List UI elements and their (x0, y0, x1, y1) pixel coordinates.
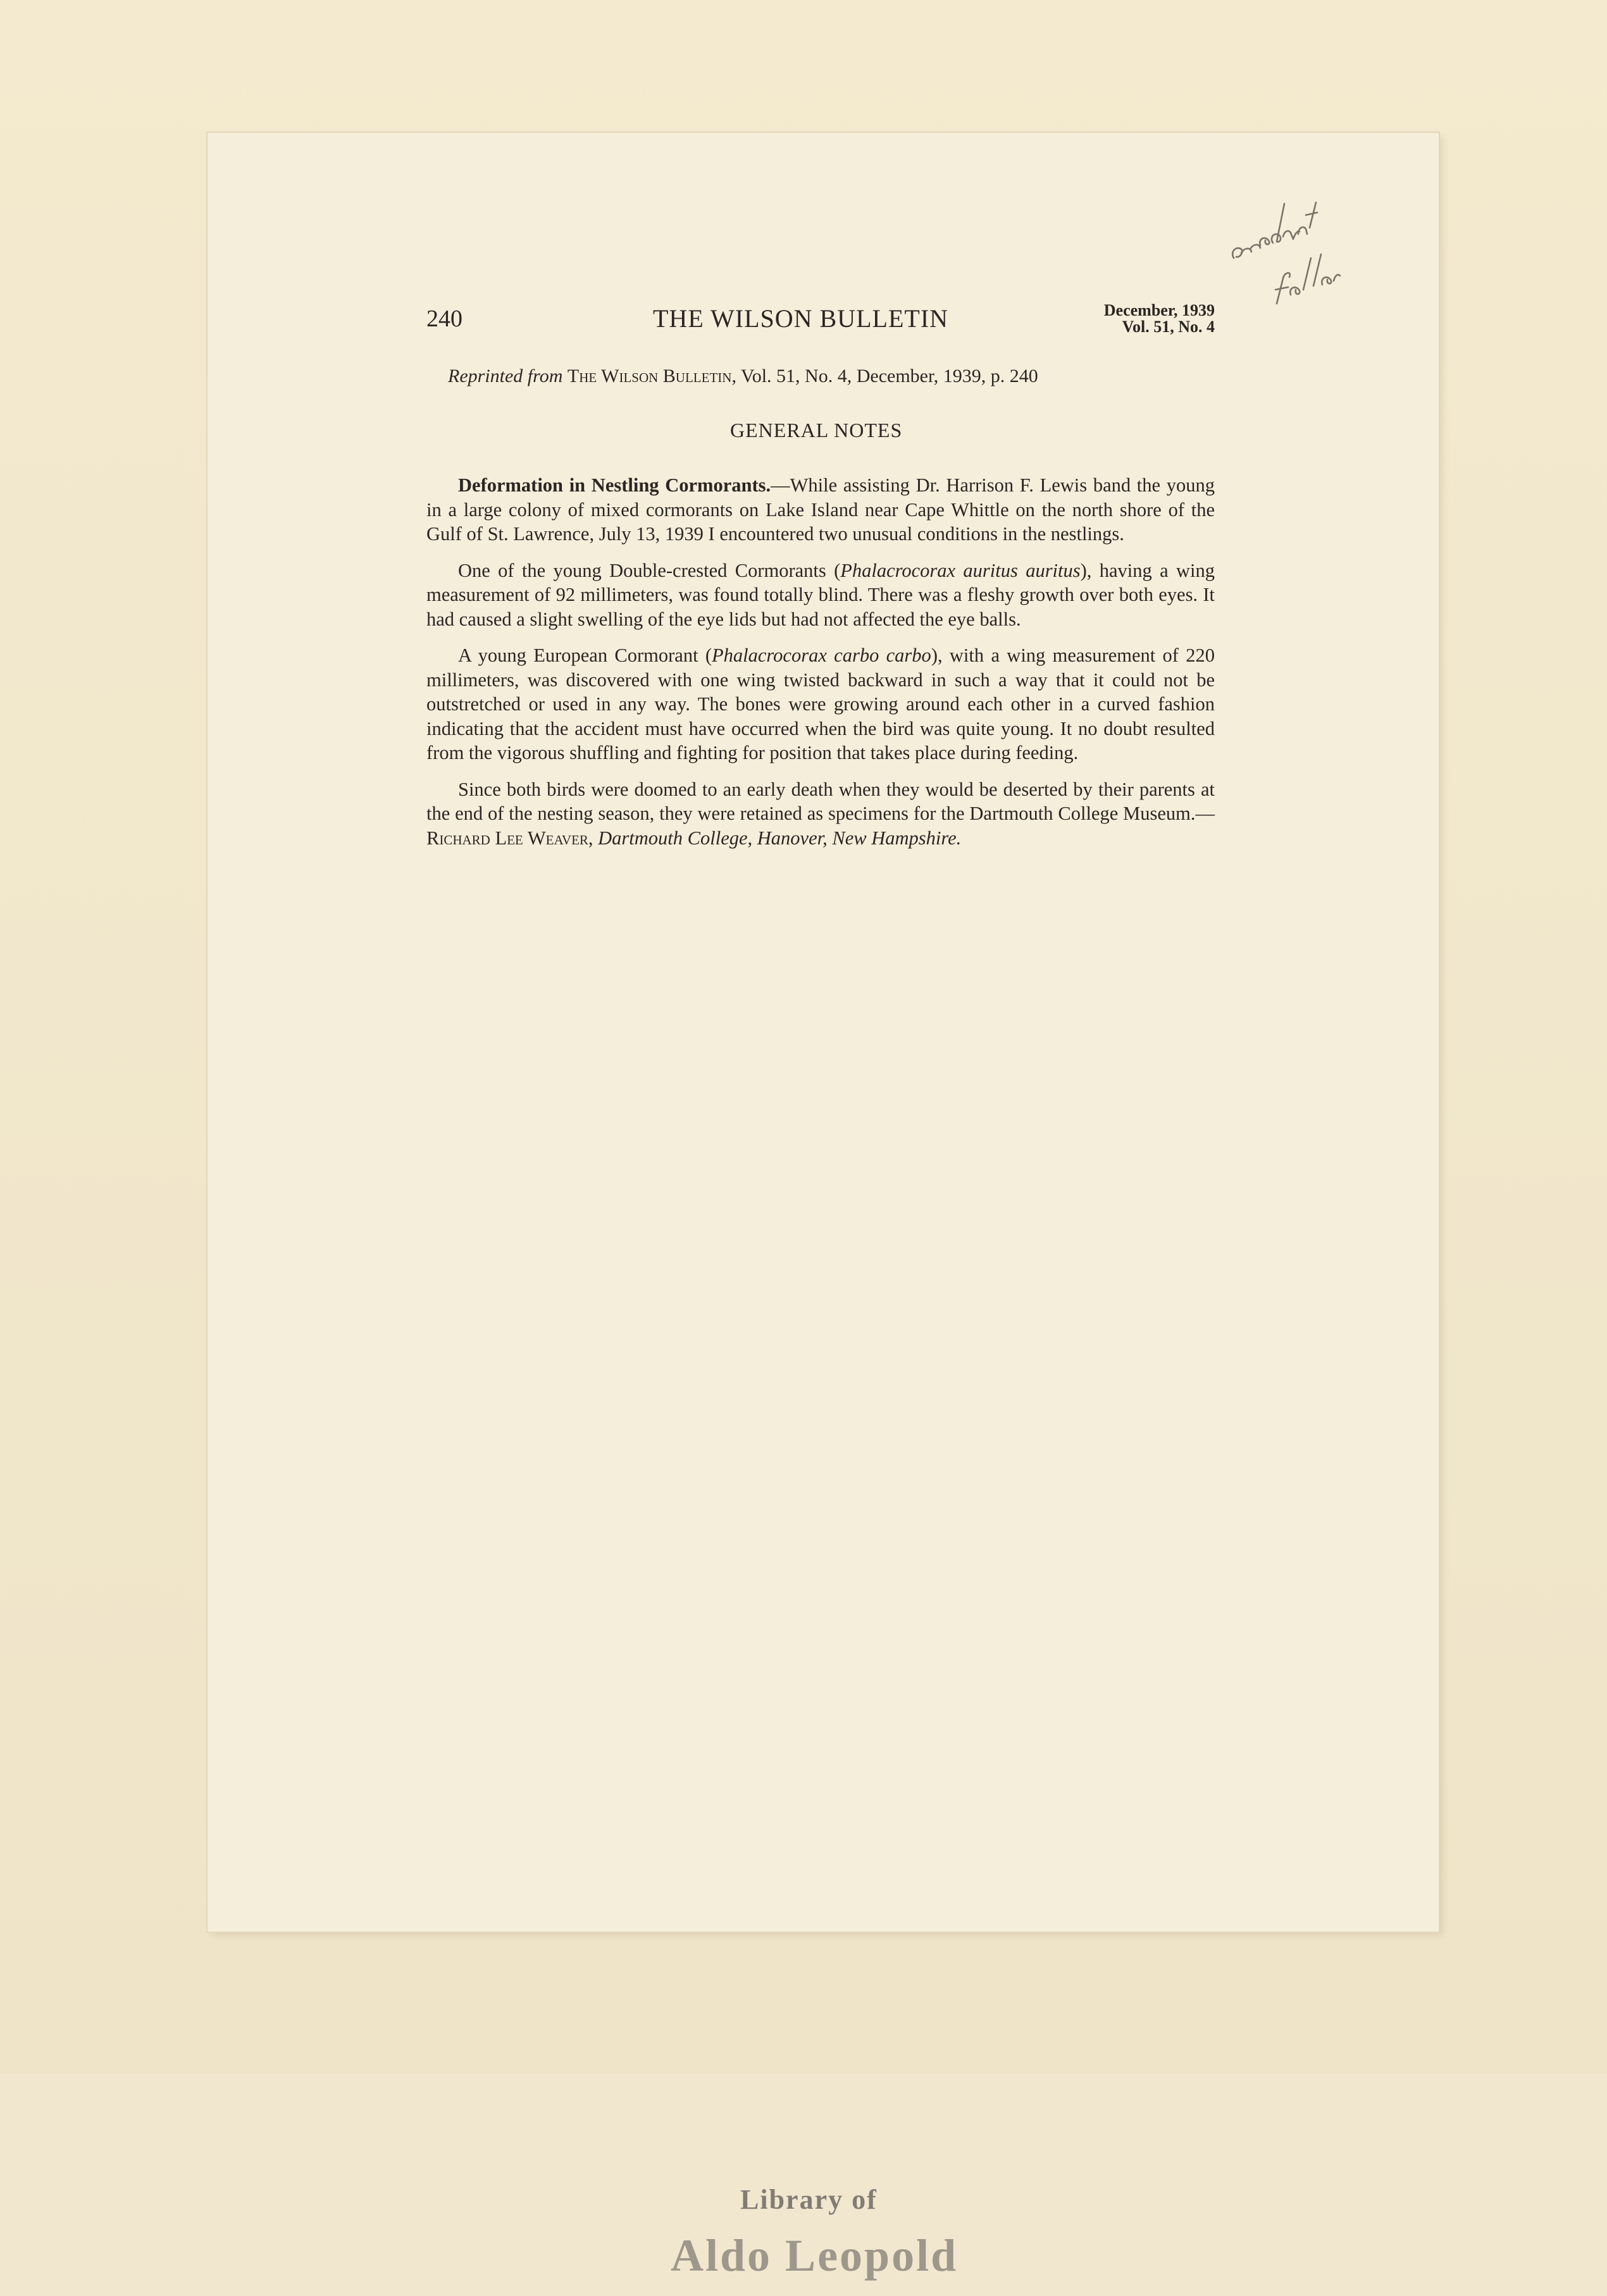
paragraph-1 (426, 473, 1215, 546)
species-name: Phalacrocorax auritus auritus (840, 559, 1081, 581)
author-affiliation: Dartmouth College, Hanover, New Hampshire. (598, 827, 962, 849)
paragraph-2 (426, 559, 1215, 632)
svg-text:Aldo Leopold: Aldo Leopold (671, 2230, 959, 2281)
issue-date: December, 1939 (1103, 301, 1215, 319)
issue-volume: Vol. 51, No. 4 (1122, 318, 1215, 336)
running-head (426, 301, 1215, 349)
article-title: Deformation in Nestling Cormorants. (458, 474, 771, 496)
reprint-prefix: Reprinted from (448, 366, 563, 386)
paragraph-2-text-a: One of the young Double-crested Cormorants ( (458, 559, 841, 581)
issue-info (1104, 302, 1215, 335)
paragraph-3-text-a: A young European Cormorant ( (458, 645, 712, 666)
page-number: 240 (426, 306, 462, 332)
handwritten-note (1227, 183, 1392, 310)
svg-text:Library of: Library of (740, 2184, 878, 2215)
section-title: GENERAL NOTES (730, 419, 903, 441)
library-stamp (652, 2169, 981, 2296)
species-name: Phalacrocorax carbo carbo (712, 645, 931, 666)
paragraph-3 (426, 643, 1215, 765)
paragraph-2-text-b: ), having a wing measurement of 92 millimeters, was found totally blind. There was a fleshy growth over both eyes. It had caused a slight swelling of the eye lids but had not affected the eye balls. (426, 559, 1215, 630)
author-separator: , (588, 827, 599, 849)
author-name: Richard Lee Weaver (426, 827, 588, 849)
reprint-sheet (208, 133, 1439, 1932)
paragraph-1-text: —While assisting Dr. Harrison F. Lewis band the young in a large colony of mixed cormorants on Lake Island near Cape Whittle on the north shore of the Gulf of St. Lawrence, July 13, 1939 I encountered two unusual conditions in the nestlings. (426, 474, 1215, 545)
journal-title: THE WILSON BULLETIN (653, 304, 949, 333)
reprint-citation: , Vol. 51, No. 4, December, 1939, p. 240 (731, 366, 1038, 386)
paragraph-4-text: Since both birds were doomed to an early death when they would be deserted by their parents at the end of the nesting season, they were retained as specimens for the Dartmouth College Museum.— (426, 778, 1215, 824)
paragraph-3-text-b: ), with a wing measurement of 220 millimeters, was discovered with one wing twisted backward in such a way that it could not be outstretched or used in any way. The bones were growing around each other in a curved fashion indicating that the accident must have occurred when the bird was quite young. It no doubt resulted from the vigorous shuffling and fighting for position that takes place during feeding. (426, 645, 1215, 763)
article-body (426, 473, 1215, 862)
paragraph-4 (426, 777, 1215, 851)
reprint-line (448, 366, 1194, 387)
reprint-journal: The Wilson Bulletin (567, 366, 732, 386)
